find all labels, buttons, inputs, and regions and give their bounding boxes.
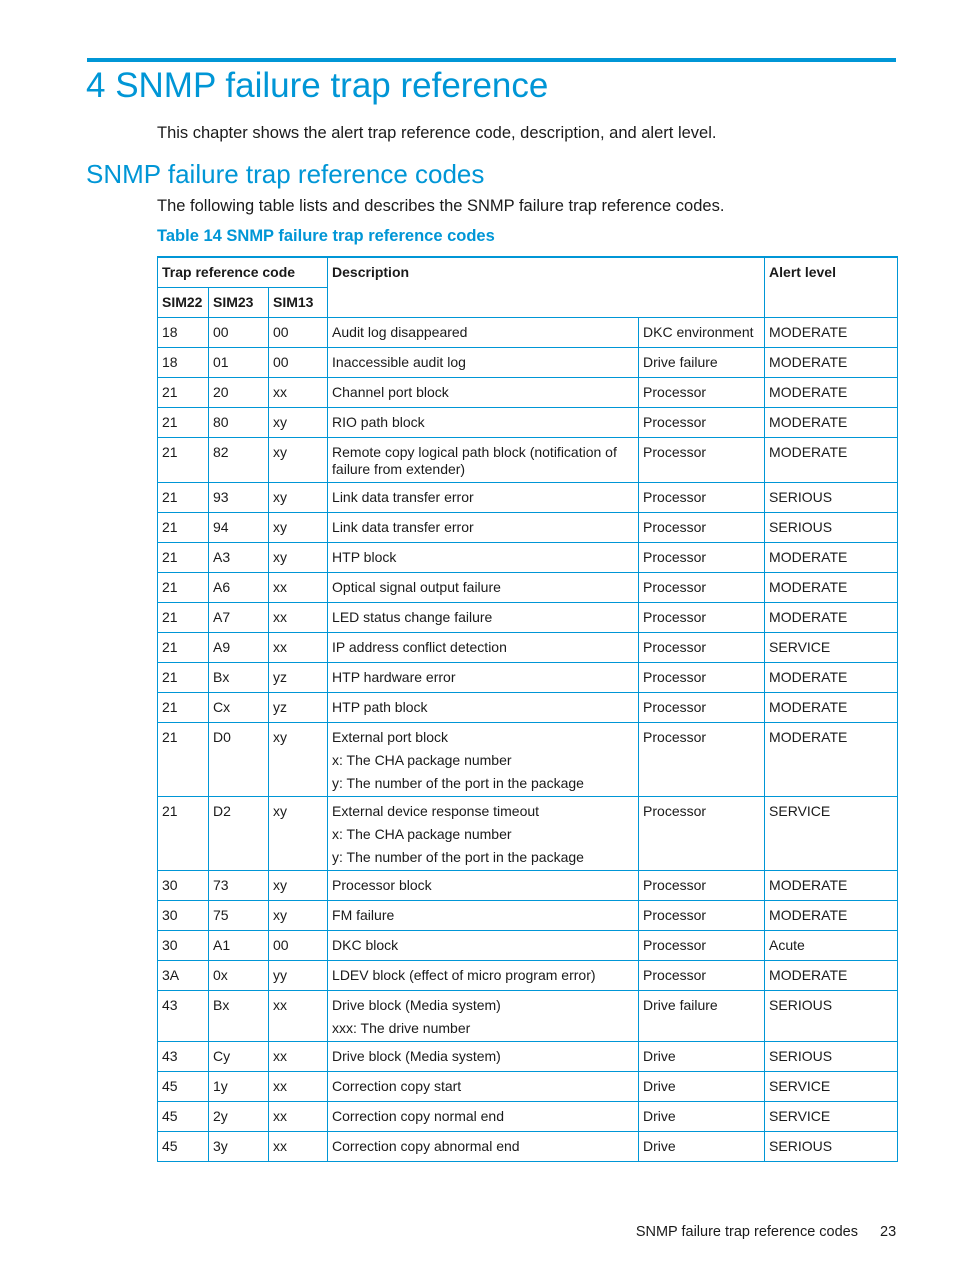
cell-sim13: 00 bbox=[269, 931, 328, 961]
cell-sim23: 1y bbox=[209, 1072, 269, 1102]
description-line: HTP hardware error bbox=[332, 669, 456, 685]
table-row bbox=[158, 931, 898, 961]
cell-description bbox=[328, 1042, 639, 1072]
cell-sim23: 0x bbox=[209, 961, 269, 991]
description-line: HTP path block bbox=[332, 699, 428, 715]
cell-sim13: xy bbox=[269, 723, 328, 797]
cell-sim22: 21 bbox=[158, 603, 209, 633]
cell-description bbox=[328, 633, 639, 663]
cell-sim23: Cy bbox=[209, 1042, 269, 1072]
table-row bbox=[158, 1042, 898, 1072]
cell-alert-level: SERIOUS bbox=[765, 991, 898, 1042]
description-line: Channel port block bbox=[332, 384, 449, 400]
cell-sim23: 2y bbox=[209, 1102, 269, 1132]
cell-sim23: A9 bbox=[209, 633, 269, 663]
description-line: Drive block (Media system) bbox=[332, 1048, 501, 1064]
table-header-row bbox=[158, 257, 898, 288]
cell-category: Processor bbox=[639, 483, 765, 513]
cell-description bbox=[328, 931, 639, 961]
cell-sim13: xy bbox=[269, 797, 328, 871]
cell-sim13: xx bbox=[269, 991, 328, 1042]
cell-sim22: 43 bbox=[158, 1042, 209, 1072]
cell-sim23: A7 bbox=[209, 603, 269, 633]
cell-description bbox=[328, 513, 639, 543]
table-row bbox=[158, 408, 898, 438]
table-row bbox=[158, 603, 898, 633]
description-line: x: The CHA package number bbox=[332, 752, 512, 768]
description-line: y: The number of the port in the package bbox=[332, 775, 584, 791]
cell-description bbox=[328, 797, 639, 871]
cell-category: Drive bbox=[639, 1102, 765, 1132]
description-line: Correction copy start bbox=[332, 1078, 462, 1094]
cell-sim22: 45 bbox=[158, 1132, 209, 1162]
description-line: IP address conflict detection bbox=[332, 639, 507, 655]
cell-alert-level: SERVICE bbox=[765, 1102, 898, 1132]
table-row bbox=[158, 1132, 898, 1162]
cell-category: Drive bbox=[639, 1042, 765, 1072]
header-trap-reference-code: Trap reference code bbox=[158, 257, 328, 288]
cell-sim13: xx bbox=[269, 1042, 328, 1072]
table-row bbox=[158, 871, 898, 901]
cell-sim23: 93 bbox=[209, 483, 269, 513]
cell-alert-level: MODERATE bbox=[765, 318, 898, 348]
cell-description bbox=[328, 483, 639, 513]
description-line: Link data transfer error bbox=[332, 519, 474, 535]
cell-sim22: 21 bbox=[158, 378, 209, 408]
header-sim22: SIM22 bbox=[158, 288, 209, 318]
description-line: HTP block bbox=[332, 549, 397, 565]
cell-sim23: Bx bbox=[209, 663, 269, 693]
cell-sim13: xy bbox=[269, 438, 328, 483]
cell-sim23: A6 bbox=[209, 573, 269, 603]
footer-section-title: SNMP failure trap reference codes bbox=[635, 1224, 858, 1240]
cell-sim23: 80 bbox=[209, 408, 269, 438]
cell-category: Processor bbox=[639, 378, 765, 408]
cell-description bbox=[328, 663, 639, 693]
cell-sim23: 73 bbox=[209, 871, 269, 901]
section-lead: The following table lists and describes the SNMP failure trap reference codes. bbox=[157, 197, 725, 215]
cell-alert-level: MODERATE bbox=[765, 573, 898, 603]
cell-sim22: 21 bbox=[158, 573, 209, 603]
cell-alert-level: MODERATE bbox=[765, 438, 898, 483]
cell-sim23: 75 bbox=[209, 901, 269, 931]
cell-sim22: 30 bbox=[158, 871, 209, 901]
trap-reference-table bbox=[157, 256, 898, 1162]
cell-category: Drive failure bbox=[639, 991, 765, 1042]
cell-alert-level: MODERATE bbox=[765, 901, 898, 931]
cell-category: Processor bbox=[639, 543, 765, 573]
description-line: External port block bbox=[332, 729, 448, 745]
cell-category: Processor bbox=[639, 931, 765, 961]
cell-category: Drive bbox=[639, 1132, 765, 1162]
cell-category: Processor bbox=[639, 693, 765, 723]
description-line: Link data transfer error bbox=[332, 489, 474, 505]
header-sim13: SIM13 bbox=[269, 288, 328, 318]
cell-sim22: 21 bbox=[158, 633, 209, 663]
table-row bbox=[158, 693, 898, 723]
cell-category: Drive bbox=[639, 1072, 765, 1102]
table-row bbox=[158, 438, 898, 483]
cell-description bbox=[328, 693, 639, 723]
cell-alert-level: MODERATE bbox=[765, 663, 898, 693]
cell-description bbox=[328, 348, 639, 378]
cell-sim22: 21 bbox=[158, 663, 209, 693]
cell-sim13: xx bbox=[269, 1072, 328, 1102]
cell-category: Processor bbox=[639, 797, 765, 871]
cell-description bbox=[328, 871, 639, 901]
cell-sim22: 21 bbox=[158, 543, 209, 573]
cell-category: Processor bbox=[639, 408, 765, 438]
section-title: SNMP failure trap reference codes bbox=[86, 159, 485, 189]
description-line: Processor block bbox=[332, 877, 432, 893]
cell-description bbox=[328, 318, 639, 348]
cell-sim13: yz bbox=[269, 693, 328, 723]
cell-description bbox=[328, 573, 639, 603]
cell-sim13: yy bbox=[269, 961, 328, 991]
cell-sim13: xx bbox=[269, 378, 328, 408]
cell-description bbox=[328, 438, 639, 483]
cell-alert-level: MODERATE bbox=[765, 603, 898, 633]
cell-sim13: xx bbox=[269, 633, 328, 663]
cell-sim22: 21 bbox=[158, 797, 209, 871]
cell-alert-level: SERIOUS bbox=[765, 483, 898, 513]
cell-alert-level: Acute bbox=[765, 931, 898, 961]
description-line: Drive block (Media system) bbox=[332, 997, 501, 1013]
cell-alert-level: MODERATE bbox=[765, 871, 898, 901]
cell-sim22: 21 bbox=[158, 723, 209, 797]
cell-sim23: 00 bbox=[209, 318, 269, 348]
cell-category: Processor bbox=[639, 723, 765, 797]
cell-description bbox=[328, 603, 639, 633]
cell-description bbox=[328, 408, 639, 438]
table-row bbox=[158, 991, 898, 1042]
cell-description bbox=[328, 1102, 639, 1132]
cell-sim22: 30 bbox=[158, 931, 209, 961]
cell-sim13: xy bbox=[269, 901, 328, 931]
cell-alert-level: MODERATE bbox=[765, 961, 898, 991]
cell-sim22: 21 bbox=[158, 408, 209, 438]
cell-sim22: 3A bbox=[158, 961, 209, 991]
description-line: RIO path block bbox=[332, 414, 425, 430]
cell-description bbox=[328, 961, 639, 991]
cell-alert-level: SERIOUS bbox=[765, 513, 898, 543]
cell-description bbox=[328, 1072, 639, 1102]
cell-alert-level: MODERATE bbox=[765, 543, 898, 573]
cell-description bbox=[328, 1132, 639, 1162]
table-row bbox=[158, 513, 898, 543]
cell-description bbox=[328, 901, 639, 931]
cell-alert-level: MODERATE bbox=[765, 348, 898, 378]
cell-category: Processor bbox=[639, 438, 765, 483]
cell-category: Drive failure bbox=[639, 348, 765, 378]
cell-description bbox=[328, 378, 639, 408]
cell-sim13: xy bbox=[269, 871, 328, 901]
cell-sim22: 18 bbox=[158, 348, 209, 378]
cell-sim22: 18 bbox=[158, 318, 209, 348]
cell-alert-level: MODERATE bbox=[765, 378, 898, 408]
cell-sim13: xy bbox=[269, 483, 328, 513]
table-row bbox=[158, 318, 898, 348]
cell-category: Processor bbox=[639, 633, 765, 663]
description-line: LDEV block (effect of micro program error) bbox=[332, 967, 596, 983]
cell-alert-level: MODERATE bbox=[765, 723, 898, 797]
cell-sim22: 21 bbox=[158, 513, 209, 543]
cell-sim13: yz bbox=[269, 663, 328, 693]
cell-sim22: 21 bbox=[158, 483, 209, 513]
description-line: Audit log disappeared bbox=[332, 324, 468, 340]
cell-sim23: Bx bbox=[209, 991, 269, 1042]
cell-category: Processor bbox=[639, 573, 765, 603]
cell-sim13: 00 bbox=[269, 318, 328, 348]
cell-sim13: xx bbox=[269, 1102, 328, 1132]
description-line: FM failure bbox=[332, 907, 395, 923]
table-row bbox=[158, 723, 898, 797]
cell-sim23: D0 bbox=[209, 723, 269, 797]
cell-category: Processor bbox=[639, 901, 765, 931]
chapter-intro: This chapter shows the alert trap reference code, description, and alert level. bbox=[157, 124, 717, 142]
cell-alert-level: SERVICE bbox=[765, 797, 898, 871]
table-row bbox=[158, 348, 898, 378]
table-row bbox=[158, 901, 898, 931]
cell-alert-level: SERIOUS bbox=[765, 1132, 898, 1162]
cell-alert-level: SERIOUS bbox=[765, 1042, 898, 1072]
cell-sim13: 00 bbox=[269, 348, 328, 378]
description-line: DKC block bbox=[332, 937, 399, 953]
table-body bbox=[158, 318, 898, 1162]
page-number: 23 bbox=[880, 1224, 897, 1240]
cell-sim22: 21 bbox=[158, 438, 209, 483]
table-row bbox=[158, 1102, 898, 1132]
table-caption: Table 14 SNMP failure trap reference codes bbox=[157, 227, 495, 245]
cell-category: Processor bbox=[639, 961, 765, 991]
table-row bbox=[158, 1072, 898, 1102]
cell-sim23: 82 bbox=[209, 438, 269, 483]
cell-sim23: A1 bbox=[209, 931, 269, 961]
cell-sim22: 45 bbox=[158, 1072, 209, 1102]
cell-description bbox=[328, 543, 639, 573]
cell-description bbox=[328, 991, 639, 1042]
cell-alert-level: MODERATE bbox=[765, 408, 898, 438]
table-row bbox=[158, 633, 898, 663]
table-row bbox=[158, 543, 898, 573]
description-line: LED status change failure bbox=[332, 609, 493, 625]
cell-sim13: xx bbox=[269, 573, 328, 603]
cell-category: DKC environment bbox=[639, 318, 765, 348]
cell-sim22: 21 bbox=[158, 693, 209, 723]
cell-alert-level: SERVICE bbox=[765, 633, 898, 663]
description-line: Remote copy logical path block (notification of failure from extender) bbox=[332, 444, 617, 477]
header-sim23: SIM23 bbox=[209, 288, 269, 318]
description-line: Optical signal output failure bbox=[332, 579, 501, 595]
cell-sim23: A3 bbox=[209, 543, 269, 573]
cell-sim13: xy bbox=[269, 513, 328, 543]
cell-sim23: 3y bbox=[209, 1132, 269, 1162]
description-line: xxx: The drive number bbox=[332, 1020, 471, 1036]
cell-sim22: 43 bbox=[158, 991, 209, 1042]
cell-sim22: 30 bbox=[158, 901, 209, 931]
table-row bbox=[158, 663, 898, 693]
cell-description bbox=[328, 723, 639, 797]
cell-sim23: 20 bbox=[209, 378, 269, 408]
description-line: Correction copy abnormal end bbox=[332, 1138, 520, 1154]
description-line: y: The number of the port in the package bbox=[332, 849, 584, 865]
cell-sim13: xy bbox=[269, 543, 328, 573]
cell-sim23: 94 bbox=[209, 513, 269, 543]
description-line: Inaccessible audit log bbox=[332, 354, 466, 370]
cell-sim22: 45 bbox=[158, 1102, 209, 1132]
cell-category: Processor bbox=[639, 663, 765, 693]
chapter-title: 4 SNMP failure trap reference bbox=[86, 66, 549, 105]
cell-category: Processor bbox=[639, 513, 765, 543]
cell-category: Processor bbox=[639, 603, 765, 633]
cell-alert-level: SERVICE bbox=[765, 1072, 898, 1102]
cell-sim23: 01 bbox=[209, 348, 269, 378]
cell-sim23: Cx bbox=[209, 693, 269, 723]
cell-sim23: D2 bbox=[209, 797, 269, 871]
cell-alert-level: MODERATE bbox=[765, 693, 898, 723]
cell-sim13: xx bbox=[269, 603, 328, 633]
table-row bbox=[158, 573, 898, 603]
cell-sim13: xy bbox=[269, 408, 328, 438]
header-alert-level: Alert level bbox=[765, 257, 898, 318]
header-description: Description bbox=[328, 257, 765, 318]
table-row bbox=[158, 797, 898, 871]
description-line: Correction copy normal end bbox=[332, 1108, 505, 1124]
table-row bbox=[158, 378, 898, 408]
cell-category: Processor bbox=[639, 871, 765, 901]
description-line: x: The CHA package number bbox=[332, 826, 512, 842]
description-line: External device response timeout bbox=[332, 803, 540, 819]
cell-sim13: xx bbox=[269, 1132, 328, 1162]
table-row bbox=[158, 961, 898, 991]
table-row bbox=[158, 483, 898, 513]
